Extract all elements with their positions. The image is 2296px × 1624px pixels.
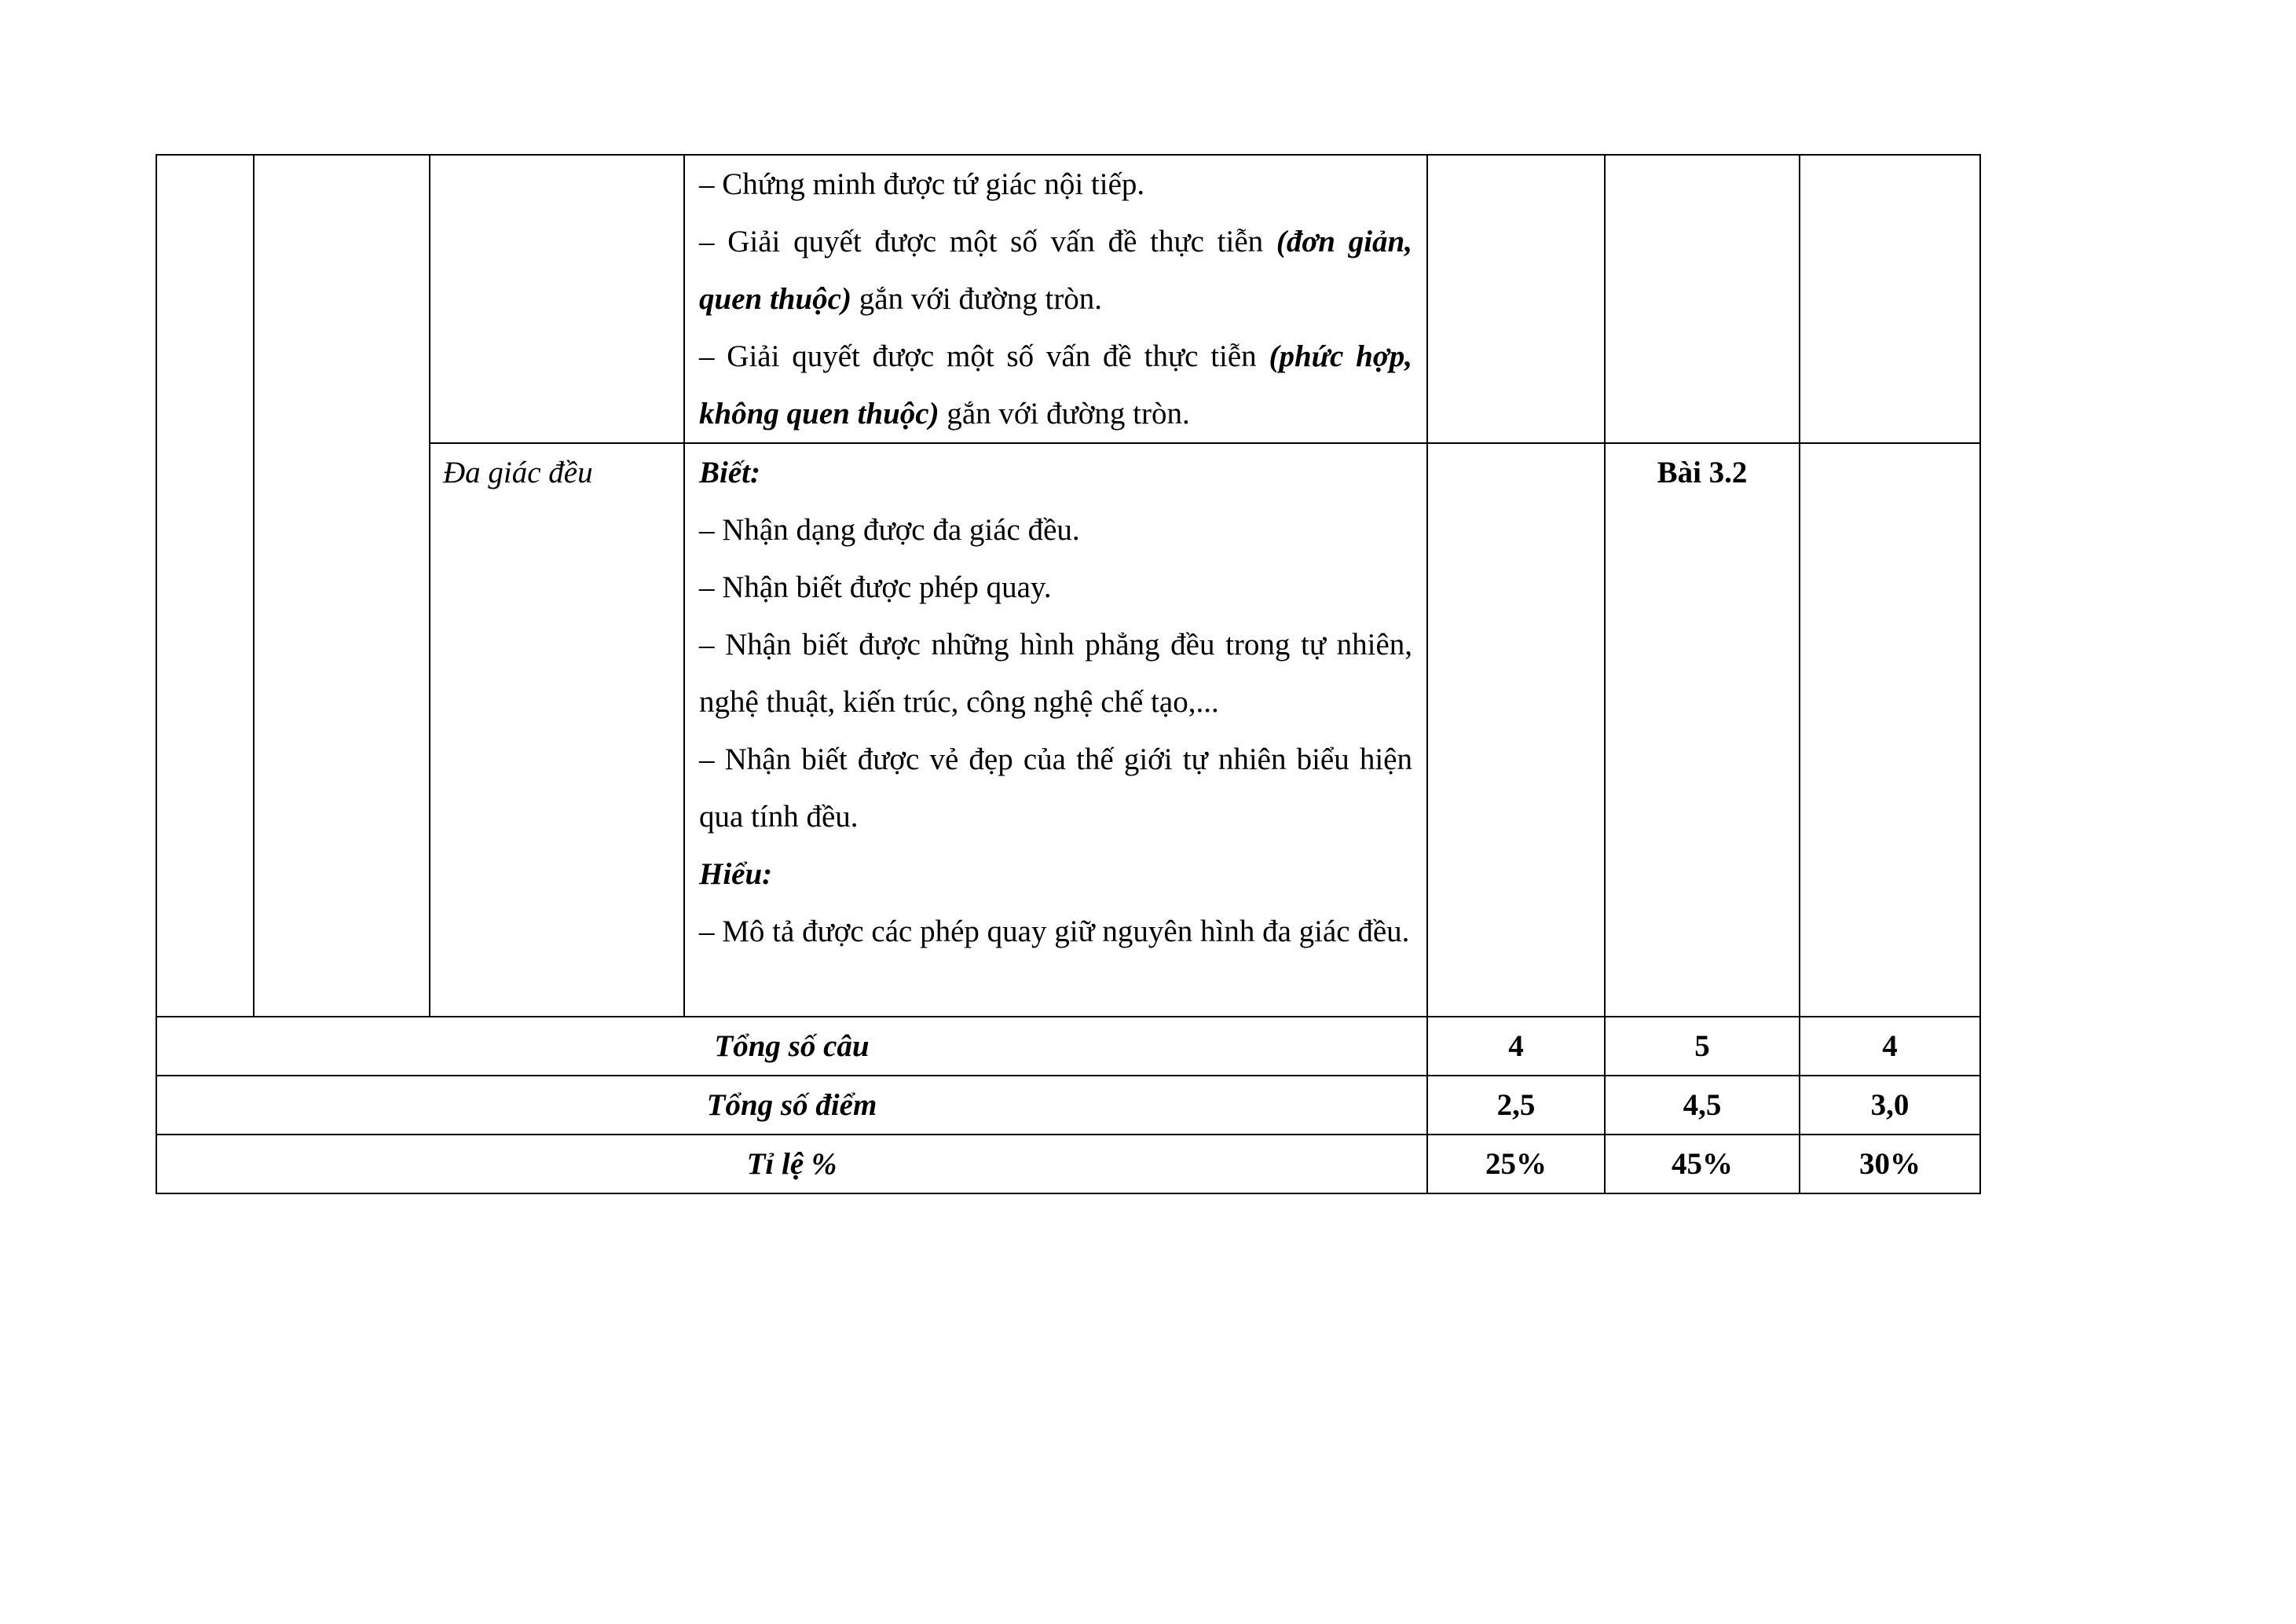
requirements-list	[685, 444, 1426, 960]
emphasis-text: (phức hợp, không quen thuộc)	[699, 339, 1412, 431]
list-item	[699, 328, 1412, 442]
list-item: – Nhận biết được phép quay.	[699, 570, 1052, 604]
list-item: – Nhận dạng được đa giác đều.	[699, 513, 1080, 547]
ratio-value: 30%	[1800, 1135, 1980, 1193]
total-points-label: Tổng số điểm	[156, 1076, 1427, 1135]
chapter-number-cell	[156, 155, 254, 1017]
totals-row-questions	[156, 1017, 1980, 1076]
requirements-cell	[684, 443, 1427, 1017]
list-item: – Nhận biết được những hình phẳng đều trong tự nhiên, nghệ thuật, kiến trúc, công nghệ chế tạo,...	[699, 628, 1412, 719]
topic-cell	[430, 443, 684, 1017]
topic-label: Đa giác đều	[443, 456, 593, 489]
chapter-name-cell	[254, 155, 430, 1017]
ratio-label: Tỉ lệ %	[156, 1135, 1427, 1193]
total-points-value: 3,0	[1800, 1076, 1980, 1135]
list-item-text: gắn với đường tròn.	[851, 282, 1103, 316]
level-know-cell	[1427, 443, 1605, 1017]
list-item-text: – Chứng minh được tứ giác nội tiếp.	[699, 167, 1145, 201]
understand-heading: Hiểu:	[699, 857, 773, 891]
total-questions-value: 4	[1800, 1017, 1980, 1076]
ratio-value: 45%	[1605, 1135, 1800, 1193]
level-apply-cell	[1800, 155, 1980, 443]
total-points-value: 2,5	[1427, 1076, 1605, 1135]
requirements-list	[685, 156, 1426, 442]
list-item	[699, 213, 1412, 328]
total-questions-label: Tổng số câu	[156, 1017, 1427, 1076]
total-questions-value: 5	[1605, 1017, 1800, 1076]
total-points-value: 4,5	[1605, 1076, 1800, 1135]
list-item: – Nhận biết được vẻ đẹp của thế giới tự nhiên biểu hiện qua tính đều.	[699, 742, 1412, 834]
requirements-cell-continued	[684, 155, 1427, 443]
emphasis-text: (đơn giản, quen thuộc)	[699, 225, 1412, 316]
totals-row-ratio	[156, 1135, 1980, 1193]
topic-cell-continued	[430, 155, 684, 443]
totals-row-points	[156, 1076, 1980, 1135]
know-heading: Biết:	[699, 456, 760, 489]
assessment-matrix-table	[156, 154, 1981, 1194]
list-item-text: gắn với đường tròn.	[939, 397, 1190, 431]
list-item: – Mô tả được các phép quay giữ nguyên hình đa giác đều.	[699, 915, 1410, 948]
level-apply-cell	[1800, 443, 1980, 1017]
total-questions-value: 4	[1427, 1017, 1605, 1076]
table-row-regular-polygon	[156, 443, 1980, 1017]
list-item-text: – Giải quyết được một số vấn đề thực tiễn	[699, 339, 1269, 373]
table-row-continued	[156, 155, 1980, 443]
level-know-cell	[1427, 155, 1605, 443]
ratio-value: 25%	[1427, 1135, 1605, 1193]
level-understand-cell	[1605, 155, 1800, 443]
assignment-cell: Bài 3.2	[1605, 443, 1800, 1017]
list-item	[699, 156, 1412, 213]
list-item-text: – Giải quyết được một số vấn đề thực tiễn	[699, 225, 1276, 258]
